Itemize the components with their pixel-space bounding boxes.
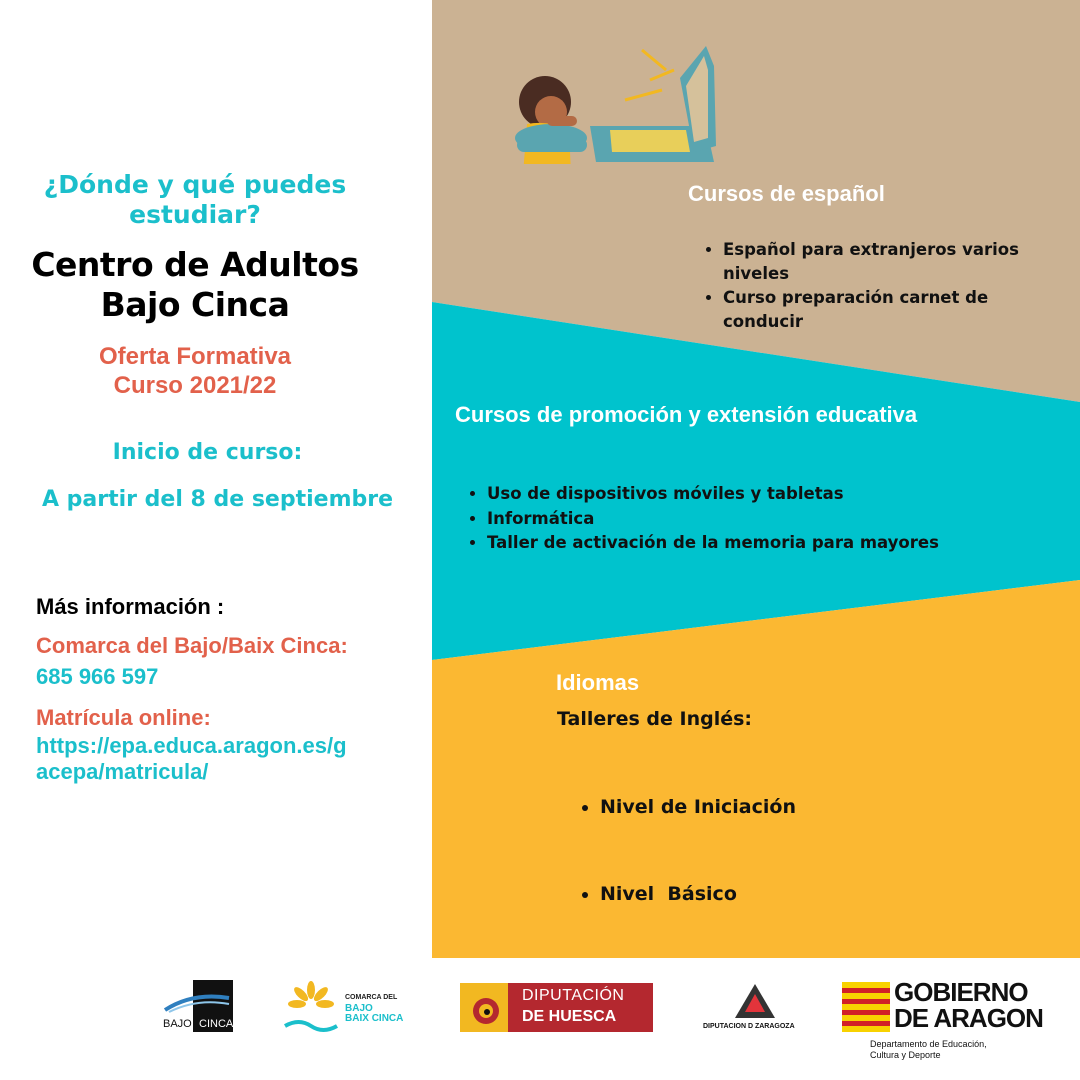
question-heading: ¿Dónde y qué puedes estudiar? bbox=[43, 170, 347, 229]
logo-text-bajo: BAJO bbox=[163, 1018, 192, 1030]
start-label: Inicio de curso: bbox=[112, 440, 303, 465]
sun-icon bbox=[283, 980, 339, 1034]
dph-line-1: DIPUTACIÓN bbox=[522, 987, 625, 1004]
gob-dept bbox=[870, 1039, 987, 1061]
comarca-name bbox=[345, 1004, 403, 1024]
enroll-label: Matrícula online: bbox=[36, 705, 211, 730]
dpz-text: DIPUTACION D ZARAGOZA bbox=[703, 1023, 795, 1030]
offer-title: Oferta Formativa bbox=[98, 343, 292, 370]
enroll-url-1[interactable]: https://epa.educa.aragon.es/g bbox=[36, 733, 347, 758]
list-item: • Curso preparación carnet de conducir bbox=[723, 286, 1073, 334]
start-date: A partir del 8 de septiembre bbox=[41, 487, 394, 512]
spanish-title: Cursos de español bbox=[688, 181, 885, 206]
promo-list bbox=[467, 482, 967, 556]
comarca-small-text: COMARCA DEL bbox=[345, 994, 398, 1001]
triangle-icon bbox=[733, 982, 777, 1020]
list-item: • Nivel de Iniciación bbox=[600, 793, 900, 822]
comarca-bajo: BAJO bbox=[345, 1003, 373, 1014]
aragon-flag-icon bbox=[842, 982, 890, 1032]
logo-text-cinca: CINCA bbox=[199, 1018, 234, 1030]
list-item: • Nivel Básico bbox=[600, 880, 900, 909]
spanish-list bbox=[703, 238, 1073, 334]
swoosh-icon bbox=[163, 988, 233, 1014]
gob-line-2: DE ARAGON bbox=[894, 1003, 1043, 1033]
dph-line-2: DE HUESCA bbox=[522, 1008, 617, 1025]
languages-list bbox=[580, 735, 900, 938]
gob-dept-2: Cultura y Deporte bbox=[870, 1050, 941, 1060]
course-year: Curso 2021/22 bbox=[113, 372, 277, 399]
gob-line-1: GOBIERNO bbox=[894, 977, 1028, 1007]
more-info-label: Más información : bbox=[36, 594, 225, 619]
promo-title: Cursos de promoción y extensión educativa bbox=[455, 402, 918, 427]
gob-dept-1: Departamento de Educación, bbox=[870, 1039, 987, 1049]
contact-block bbox=[36, 630, 348, 785]
bajo-cinca-logo bbox=[163, 980, 233, 1032]
languages-title: Idiomas bbox=[556, 670, 640, 695]
offer-block bbox=[20, 342, 370, 400]
girl-laptop-illustration bbox=[505, 42, 725, 164]
enroll-url-2[interactable]: acepa/matricula/ bbox=[36, 759, 209, 784]
phone-number: 685 966 597 bbox=[36, 664, 159, 689]
list-item: • Uso de dispositivos móviles y tabletas bbox=[487, 482, 967, 507]
comarca-baix: BAIX bbox=[345, 1013, 369, 1024]
huesca-emblem-icon bbox=[460, 983, 508, 1032]
list-item: • Informática bbox=[487, 507, 967, 532]
list-item: • Español para extranjeros varios niveles bbox=[723, 238, 1073, 286]
comarca-cinca: CINCA bbox=[371, 1013, 404, 1024]
comarca-baix-cinca bbox=[345, 1014, 403, 1024]
diputacion-zaragoza-logo bbox=[700, 982, 810, 1034]
list-item: • Taller de activación de la memoria para mayores bbox=[487, 531, 967, 556]
diputacion-huesca-logo bbox=[460, 983, 653, 1032]
center-name: Centro de Adultos Bajo Cinca bbox=[31, 245, 359, 324]
comarca-logo bbox=[283, 980, 423, 1034]
english-workshop-label: Talleres de Inglés: bbox=[557, 708, 753, 730]
comarca-label: Comarca del Bajo/Baix Cinca: bbox=[36, 633, 348, 658]
gobierno-aragon-logo bbox=[842, 977, 1067, 1062]
